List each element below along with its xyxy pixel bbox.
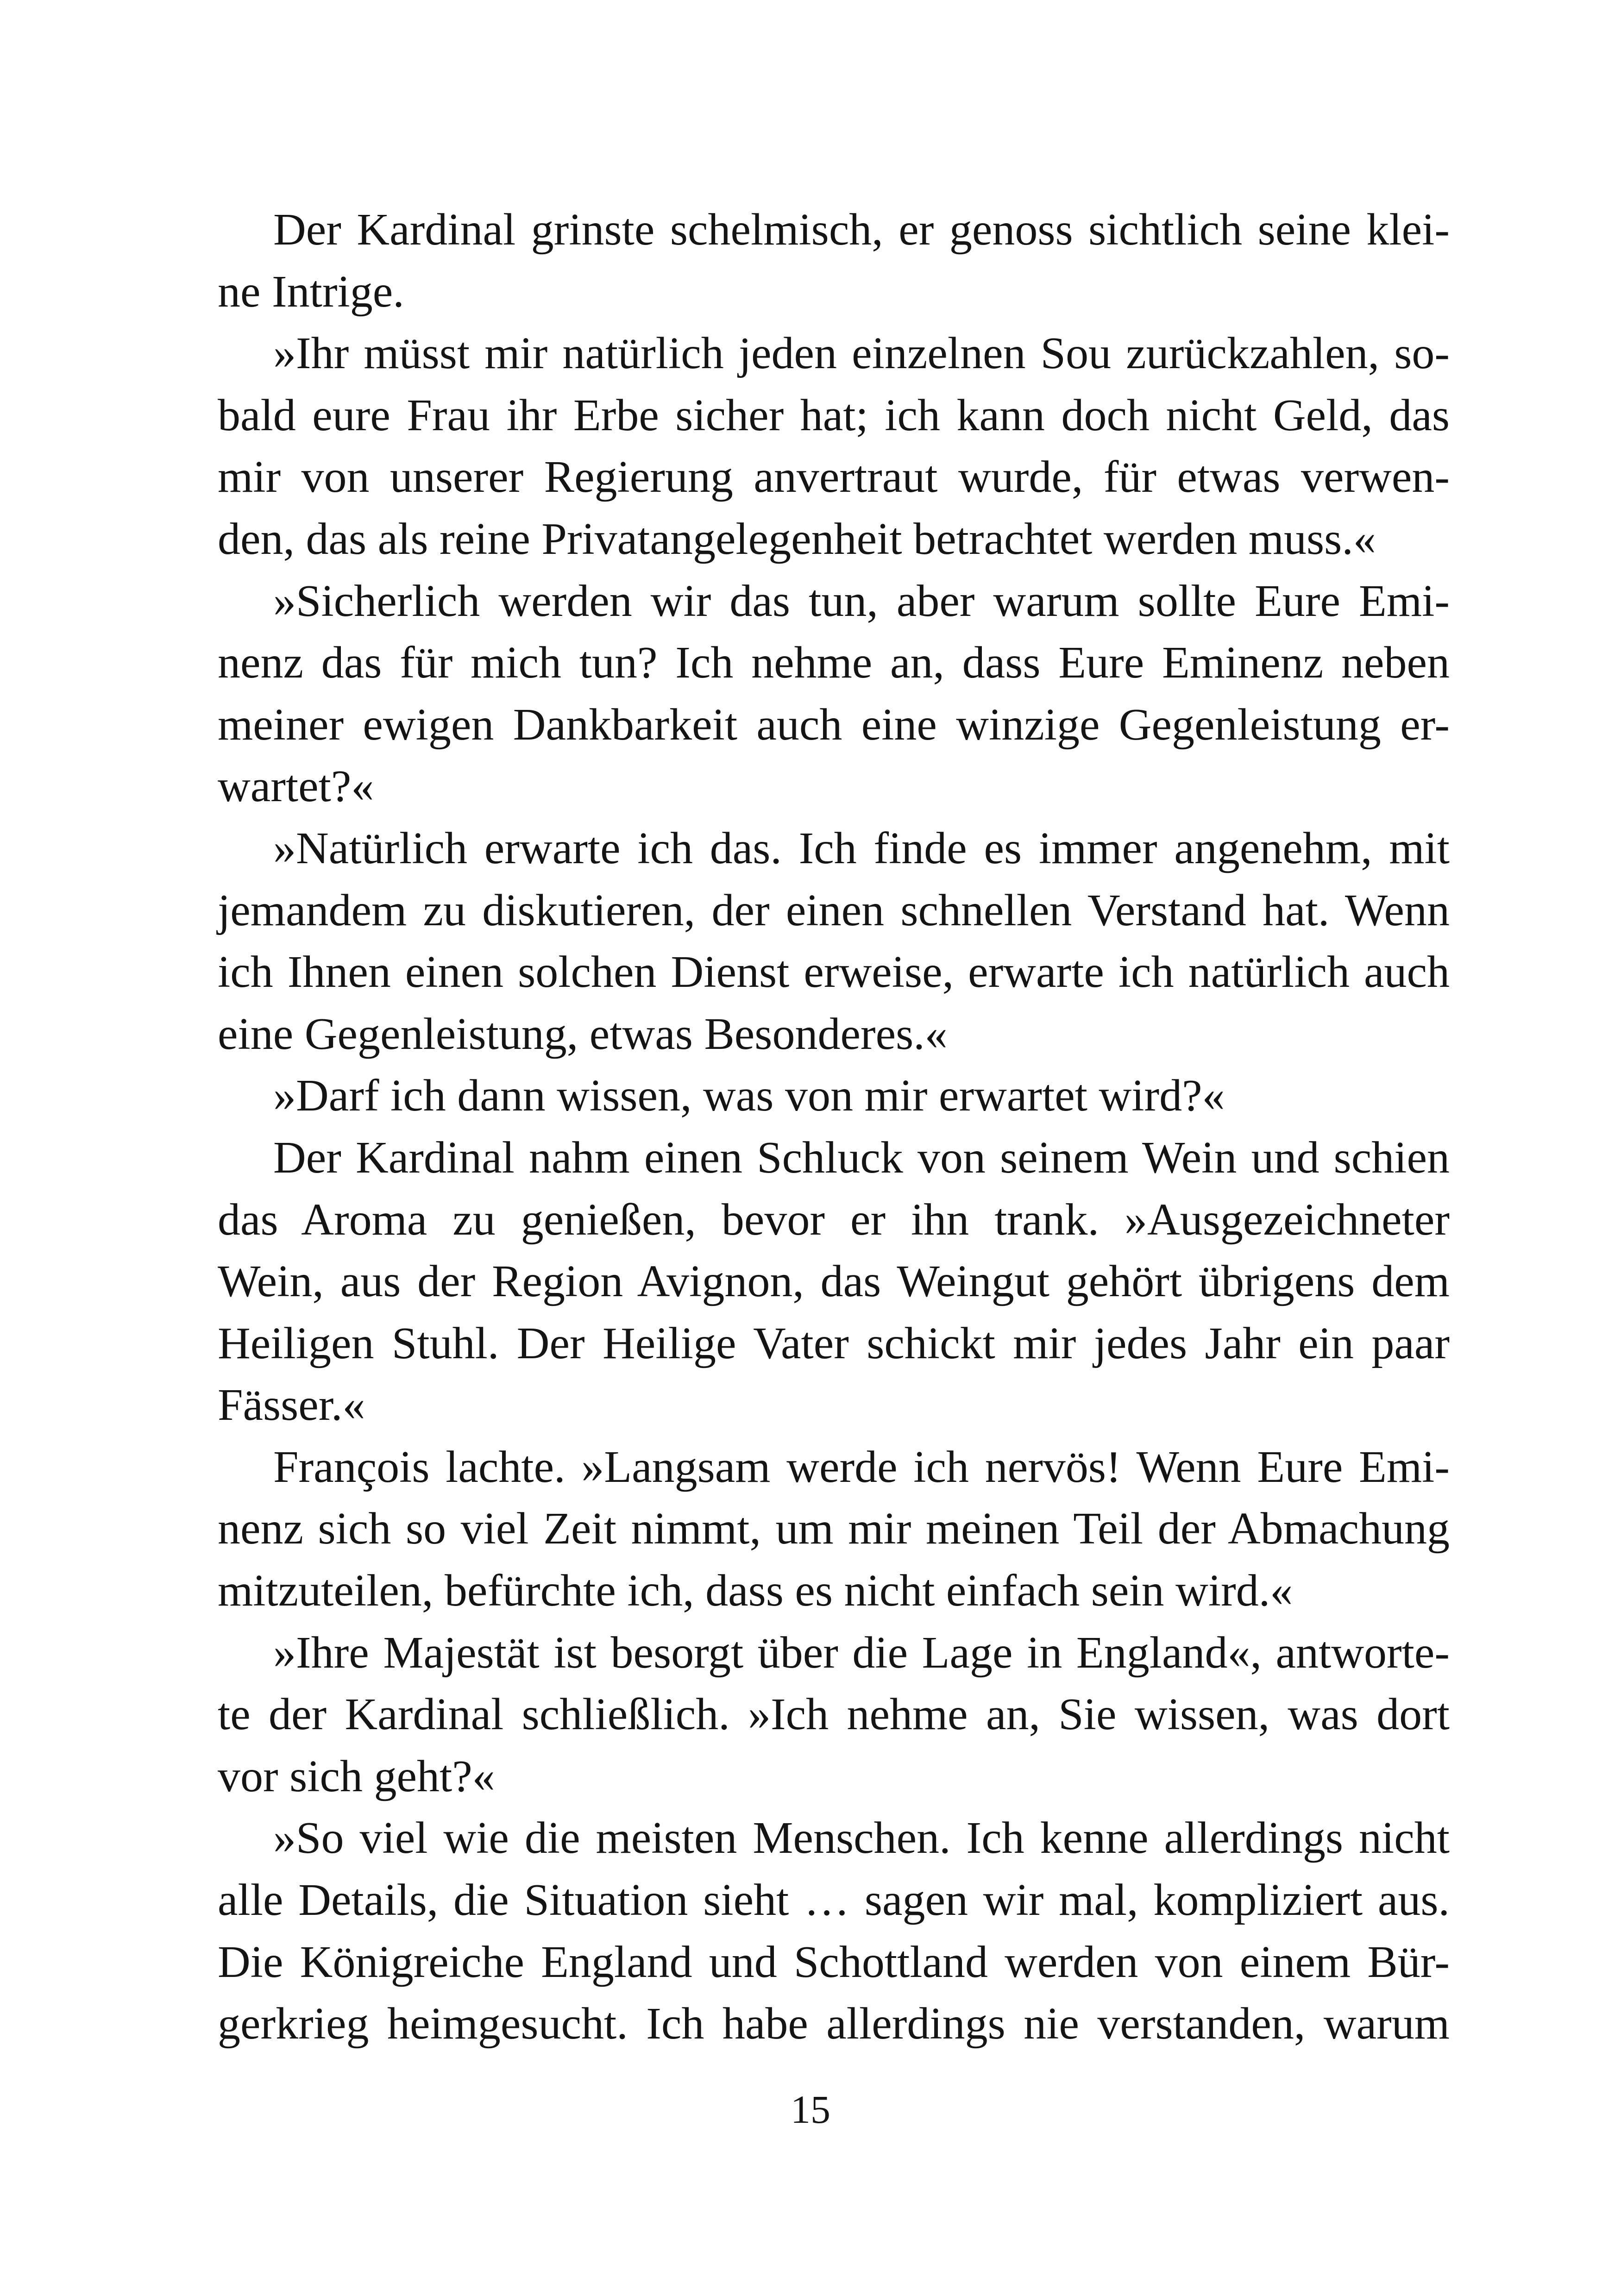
text-line: vor sich geht?« — [218, 1751, 495, 1801]
text-line: te der Kardinal schließlich. »Ich nehme an, Sie wissen, was dort — [218, 1689, 1450, 1740]
text-line: mitzuteilen, befürchte ich, dass es nicht einfach sein wird.« — [218, 1566, 1293, 1616]
text-line: Der Kardinal nahm einen Schluck von seinem Wein und schien — [273, 1132, 1450, 1183]
text-line: Fässer.« — [218, 1380, 365, 1430]
text-line: den, das als reine Privatangelegenheit betrachtet werden muss.« — [218, 514, 1376, 564]
text-line: wartet?« — [218, 761, 374, 812]
text-line: Heiligen Stuhl. Der Heilige Vater schickt mir jedes Jahr ein paar — [218, 1318, 1450, 1368]
text-line: Die Königreiche England und Schottland werden von einem Bür- — [218, 1937, 1450, 1987]
text-line: Der Kardinal grinste schelmisch, er genoss sichtlich seine klei- — [273, 205, 1450, 255]
text-line: »Natürlich erwarte ich das. Ich finde es immer angenehm, mit — [273, 823, 1450, 873]
text-line: nenz sich so viel Zeit nimmt, um mir meinen Teil der Abmachung — [218, 1504, 1450, 1554]
text-line: ich Ihnen einen solchen Dienst erweise, erwarte ich natürlich auch — [218, 947, 1450, 997]
text-line: »Darf ich dann wissen, was von mir erwartet wird?« — [273, 1071, 1225, 1121]
text-line: »Ihre Majestät ist besorgt über die Lage in England«, antworte- — [273, 1627, 1450, 1678]
text-line: gerkrieg heimgesucht. Ich habe allerdings nie verstanden, warum — [218, 1999, 1450, 2049]
text-line: jemandem zu diskutieren, der einen schnellen Verstand hat. Wenn — [218, 885, 1450, 935]
text-line: »Sicherlich werden wir das tun, aber warum sollte Eure Emi- — [273, 576, 1450, 626]
text-line: mir von unserer Regierung anvertraut wurde, für etwas verwen- — [218, 452, 1450, 502]
body-text — [218, 199, 1450, 2055]
text-line: Wein, aus der Region Avignon, das Weingut gehört übrigens dem — [218, 1256, 1450, 1307]
text-line: bald eure Frau ihr Erbe sicher hat; ich kann doch nicht Geld, das — [218, 390, 1450, 440]
text-line: nenz das für mich tun? Ich nehme an, dass Eure Eminenz neben — [218, 638, 1450, 688]
text-line: das Aroma zu genießen, bevor er ihn trank. »Ausgezeichneter — [218, 1194, 1450, 1245]
text-line: meiner ewigen Dankbarkeit auch eine winzige Gegenleistung er- — [218, 699, 1450, 750]
text-line: François lachte. »Langsam werde ich nervös! Wenn Eure Emi- — [273, 1442, 1450, 1492]
text-line: »So viel wie die meisten Menschen. Ich kenne allerdings nicht — [273, 1813, 1450, 1863]
text-line: eine Gegenleistung, etwas Besonderes.« — [218, 1009, 948, 1059]
page-number: 15 — [791, 2087, 830, 2132]
text-line: ne Intrige. — [218, 266, 404, 317]
text-line: »Ihr müsst mir natürlich jeden einzelnen Sou zurückzahlen, so- — [273, 328, 1450, 379]
text-line: alle Details, die Situation sieht … sagen wir mal, kompliziert aus. — [218, 1875, 1450, 1926]
